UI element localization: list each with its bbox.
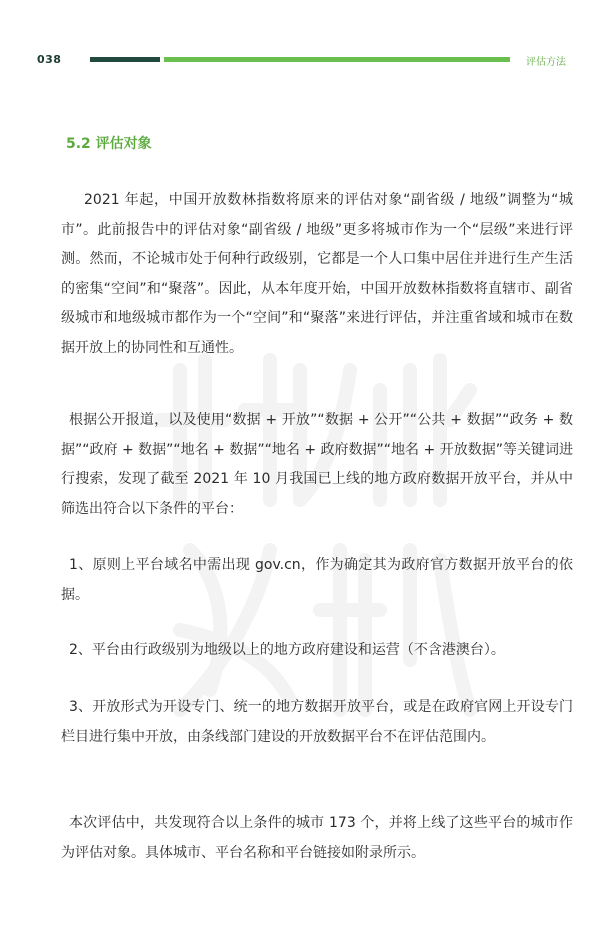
- section-title: 5.2 评估对象: [66, 136, 152, 152]
- header-bar-dark: [90, 57, 160, 62]
- header-bar-light: [164, 57, 510, 62]
- header-section-name: 评估方法: [526, 57, 566, 68]
- page-number: 038: [37, 53, 62, 66]
- page-header: [0, 50, 600, 72]
- paragraph-2: 根据公开报道，以及使用“数据 + 开放”“数据 + 公开”“公共 + 数据”“政务 + 数据”“政府 + 数据”“地名 + 数据”“地名 + 政府数据”“地名 + 开放数据”等关键词进行搜索，发现了截至 2021 年 10 月我国已上线的地方政府数据开放平台，并从中筛选出符合以下条件的平台：: [61, 412, 573, 517]
- criterion-1: 1、原则上平台域名中需出现 gov.cn，作为确定其为政府官方数据开放平台的依据。: [61, 557, 573, 603]
- criterion-2: 2、平台由行政级别为地级以上的地方政府建设和运营（不含港澳台）。: [69, 642, 505, 658]
- watermark-graphic: [150, 330, 480, 730]
- criterion-3: 3、开放形式为开设专门、统一的地方数据开放平台，或是在政府官网上开设专门栏目进行集中开放，由条线部门建设的开放数据平台不在评估范围内。: [61, 699, 573, 745]
- paragraph-summary: 本次评估中，共发现符合以上条件的城市 173 个，并将上线了这些平台的城市作为评估对象。具体城市、平台名称和平台链接如附录所示。: [61, 815, 573, 861]
- paragraph-1: 2021 年起，中国开放数林指数将原来的评估对象“副省级 / 地级”调整为“城市”。此前报告中的评估对象“副省级 / 地级”更多将城市作为一个“层级”来进行评测。然而，不论城市处于何种行政级别，它都是一个人口集中居住并进行生产生活的密集“空间”和“聚落”。因此，从本年度开始，中国开放数林指数将直辖市、副省级城市和地级城市都作为一个“空间”和“聚落”来进行评估，并注重省域和城市在数据开放上的协同性和互通性。: [61, 192, 573, 356]
